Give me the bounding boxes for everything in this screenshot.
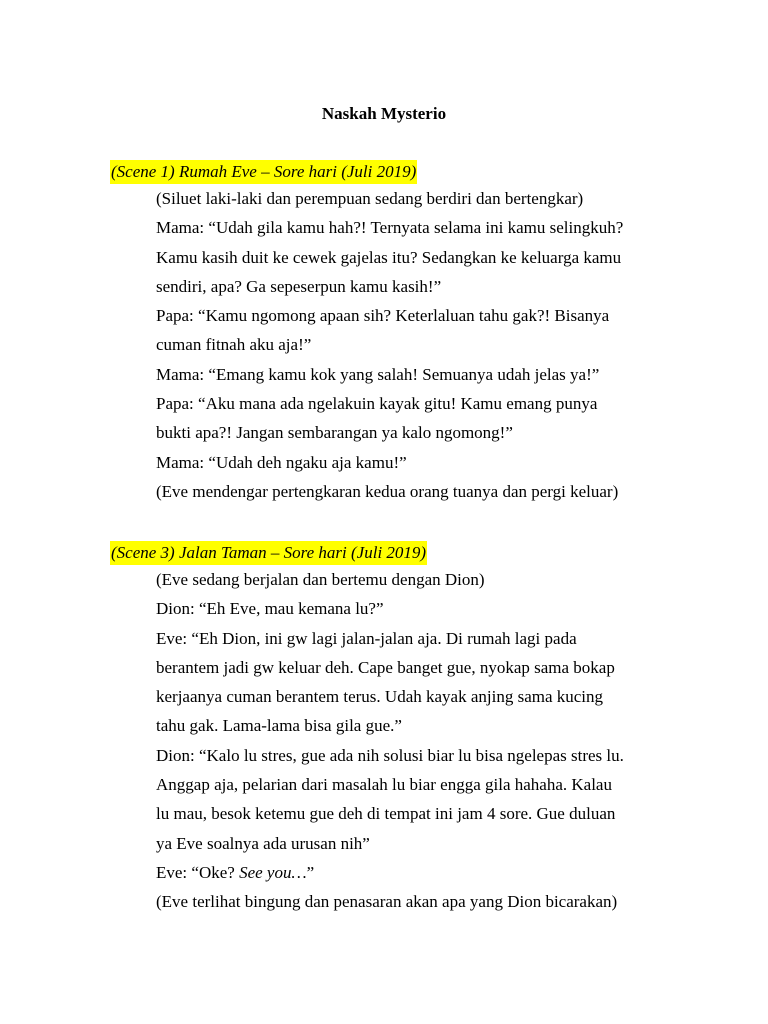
scene-1	[0, 160, 768, 506]
script-line: kerjaanya cuman berantem terus. Udah kayak anjing sama kucing	[156, 687, 604, 707]
script-line: cuman fitnah aku aja!”	[156, 335, 312, 355]
document-title: Naskah Mysterio	[321, 104, 447, 123]
script-line: ya Eve soalnya ada urusan nih”	[156, 833, 370, 853]
script-line: Mama: “Udah gila kamu hah?! Ternyata selama ini kamu selingkuh?	[156, 218, 624, 238]
script-line: Anggap aja, pelarian dari masalah lu biar engga gila hahaha. Kalau	[156, 775, 612, 795]
script-line: lu mau, besok ketemu gue deh di tempat ini jam 4 sore. Gue duluan	[156, 804, 616, 824]
script-line: Mama: “Emang kamu kok yang salah! Semuanya udah jelas ya!”	[156, 364, 600, 384]
scene-1-lines	[0, 184, 768, 506]
script-line: sendiri, apa? Ga sepeserpun kamu kasih!”	[156, 276, 442, 296]
script-line: (Siluet laki-laki dan perempuan sedang berdiri dan bertengkar)	[156, 189, 584, 208]
script-line: berantem jadi gw keluar deh. Cape banget gue, nyokap sama bokap	[156, 657, 615, 677]
script-line: Eve: “Eh Dion, ini gw lagi jalan-jalan aja. Di rumah lagi pada	[156, 628, 577, 648]
script-line: bukti apa?! Jangan sembarangan ya kalo ngomong!”	[156, 423, 513, 443]
script-line: Dion: “Kalo lu stres, gue ada nih solusi biar lu bisa ngelepas stres lu.	[156, 745, 624, 765]
script-line: Papa: “Aku mana ada ngelakuin kayak gitu! Kamu emang punya	[156, 394, 598, 414]
line-text: Eve: “Oke?	[156, 862, 240, 882]
scene-3	[0, 541, 768, 917]
script-line-mixed	[156, 858, 656, 887]
scene-1-heading: (Scene 1) Rumah Eve – Sore hari (Juli 2019)	[110, 160, 417, 184]
scene-3-heading: (Scene 3) Jalan Taman – Sore hari (Juli 2019)	[110, 541, 427, 565]
script-line: Dion: “Eh Eve, mau kemana lu?”	[156, 599, 384, 619]
script-line: (Eve terlihat bingung dan penasaran akan apa yang Dion bicarakan)	[156, 892, 618, 912]
script-line: (Eve mendengar pertengkaran kedua orang tuanya dan pergi keluar)	[156, 481, 619, 501]
scene-3-lines	[0, 565, 768, 917]
script-line: Papa: “Kamu ngomong apaan sih? Keterlaluan tahu gak?! Bisanya	[156, 306, 610, 326]
script-line: Kamu kasih duit ke cewek gajelas itu? Sedangkan ke keluarga kamu	[156, 247, 622, 267]
line-italic-text: See you…	[239, 862, 307, 882]
script-line: (Eve sedang berjalan dan bertemu dengan Dion)	[156, 570, 485, 589]
line-text: ”	[306, 862, 315, 882]
script-line: tahu gak. Lama-lama bisa gila gue.”	[156, 716, 402, 736]
script-line: Mama: “Udah deh ngaku aja kamu!”	[156, 452, 407, 472]
